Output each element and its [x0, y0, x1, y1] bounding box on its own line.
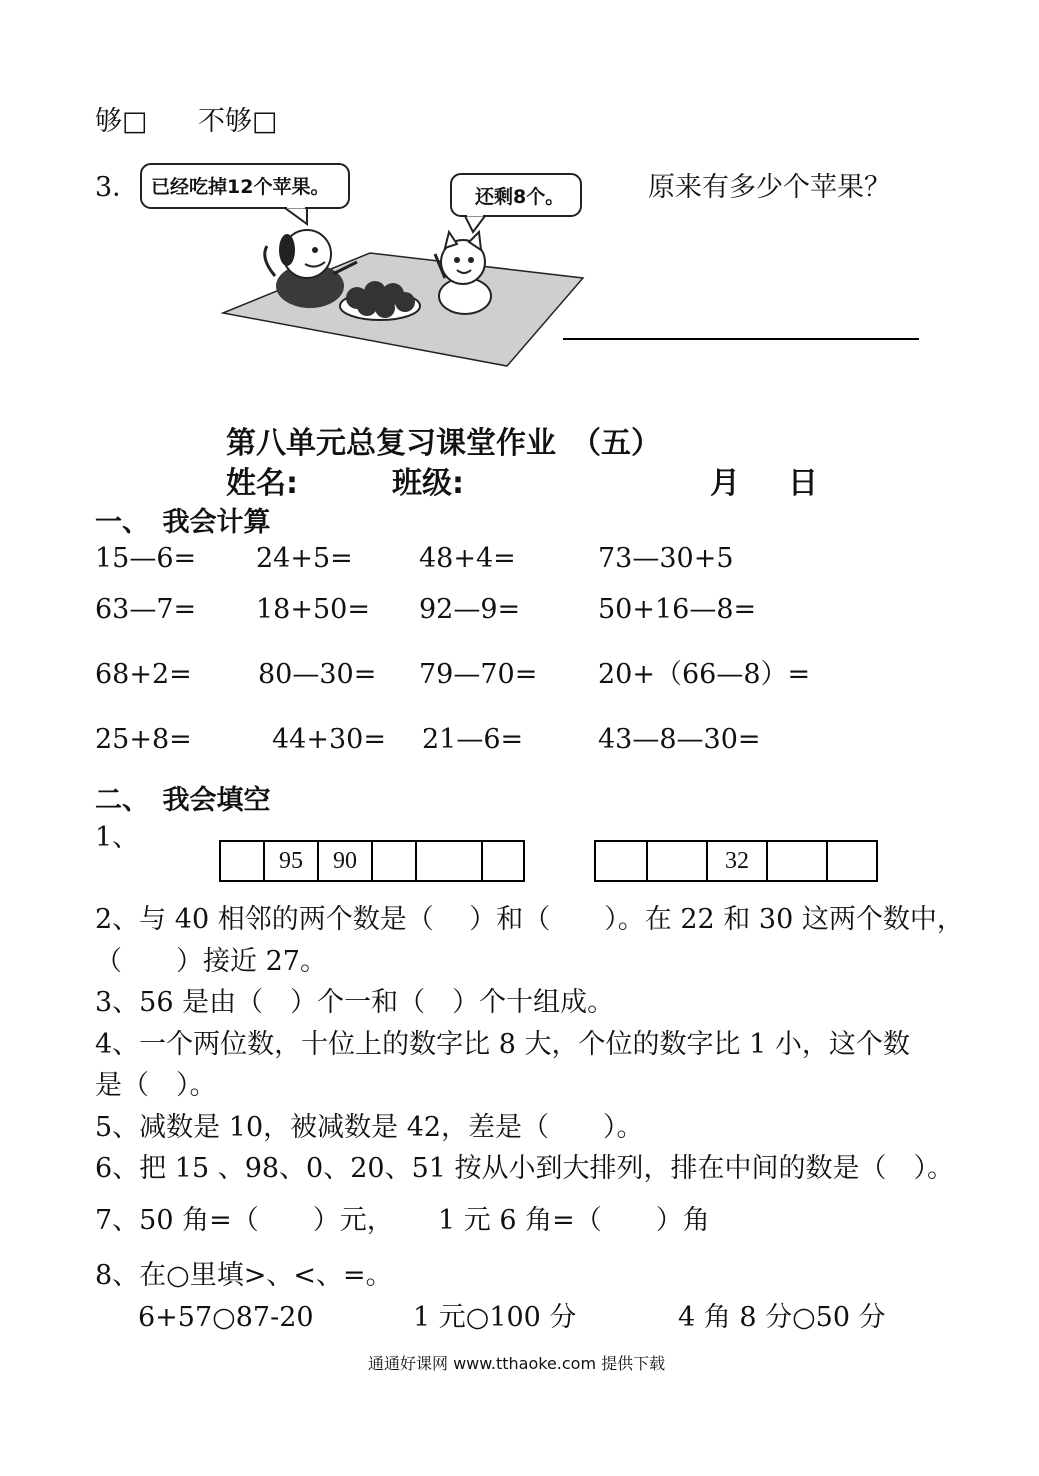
calc-item: 15—6=	[95, 543, 197, 574]
calc-item: 18+50=	[256, 594, 370, 625]
sequence-cell[interactable]	[220, 841, 264, 881]
question-7-part-a: 7、50 角=（ ）元，	[95, 1205, 394, 1236]
question-3: 3、56 是由（ ）个一和（ ）个十组成。	[95, 987, 615, 1018]
problem3-number: 3．	[95, 172, 140, 203]
sequence-cell[interactable]	[767, 841, 827, 881]
sequence-cell: 32	[707, 841, 767, 881]
calc-item: 73—30+5	[598, 543, 734, 574]
calc-item: 50+16—8=	[598, 594, 757, 625]
sequence-cell[interactable]	[595, 841, 647, 881]
sequence-cell: 90	[318, 841, 372, 881]
sequence-cell[interactable]	[827, 841, 877, 881]
q1-label: 1、	[95, 822, 140, 853]
not-enough-option: 不够□	[198, 106, 278, 137]
enough-option: 够□	[95, 106, 148, 137]
class-label: 班级:	[392, 466, 464, 501]
speech-bubble-right: 还剩8个。	[475, 186, 565, 208]
compare-item: 6+57○87-20	[138, 1302, 314, 1333]
section1-title: 一、 我会计算	[95, 507, 271, 538]
question-2-line-2: （ ）接近 27。	[95, 946, 327, 977]
calc-item: 63—7=	[95, 594, 197, 625]
number-sequence-1	[219, 840, 525, 882]
calc-item: 48+4=	[419, 543, 516, 574]
sequence-cell[interactable]	[482, 841, 524, 881]
calc-item: 25+8=	[95, 724, 192, 755]
question-4-line-2: 是（ ）。	[95, 1070, 217, 1101]
calc-item: 79—70=	[419, 659, 538, 690]
sequence-cell[interactable]	[647, 841, 707, 881]
section2-title: 二、 我会填空	[95, 785, 271, 816]
speech-bubble-left: 已经吃掉12个苹果。	[151, 176, 330, 198]
calc-item: 80—30=	[258, 659, 377, 690]
compare-item: 4 角 8 分○50 分	[678, 1302, 886, 1333]
sequence-cell: 95	[264, 841, 318, 881]
calc-item: 43—8—30=	[598, 724, 761, 755]
calc-item: 68+2=	[95, 659, 192, 690]
calc-item: 92—9=	[419, 594, 521, 625]
sequence-cell[interactable]	[372, 841, 416, 881]
cat-figure	[435, 232, 491, 314]
question-4-line-1: 4、一个两位数，十位上的数字比 8 大，个位的数字比 1 小，这个数	[95, 1029, 910, 1060]
question-5: 5、减数是 10，被减数是 42，差是（ ）。	[95, 1112, 644, 1143]
calc-item: 44+30=	[272, 724, 386, 755]
problem3-question: 原来有多少个苹果？	[648, 172, 891, 203]
question-6: 6、把 15 、98、0、20、51 按从小到大排列，排在中间的数是（ ）。	[95, 1153, 955, 1184]
question-8: 8、在○里填>、<、=。	[95, 1260, 393, 1291]
name-label: 姓名:	[226, 466, 298, 501]
compare-item: 1 元○100 分	[413, 1302, 577, 1333]
month-label: 月	[710, 466, 740, 501]
question-2-line-1: 2、与 40 相邻的两个数是（ ）和（ ）。在 22 和 30 这两个数中，	[95, 904, 964, 935]
number-sequence-2	[594, 840, 878, 882]
day-label: 日	[788, 466, 818, 501]
calc-item: 20+（66—8）=	[598, 659, 811, 690]
calc-item: 21—6=	[422, 724, 524, 755]
footer-text: 通通好课网 www.tthaoke.com 提供下载	[368, 1354, 666, 1373]
sequence-cell[interactable]	[416, 841, 482, 881]
answer-line	[563, 338, 919, 340]
page-title: 第八单元总复习课堂作业 （五）	[226, 426, 661, 461]
question-7-part-b: 1 元 6 角=（ ）角	[438, 1205, 710, 1236]
calc-item: 24+5=	[256, 543, 353, 574]
